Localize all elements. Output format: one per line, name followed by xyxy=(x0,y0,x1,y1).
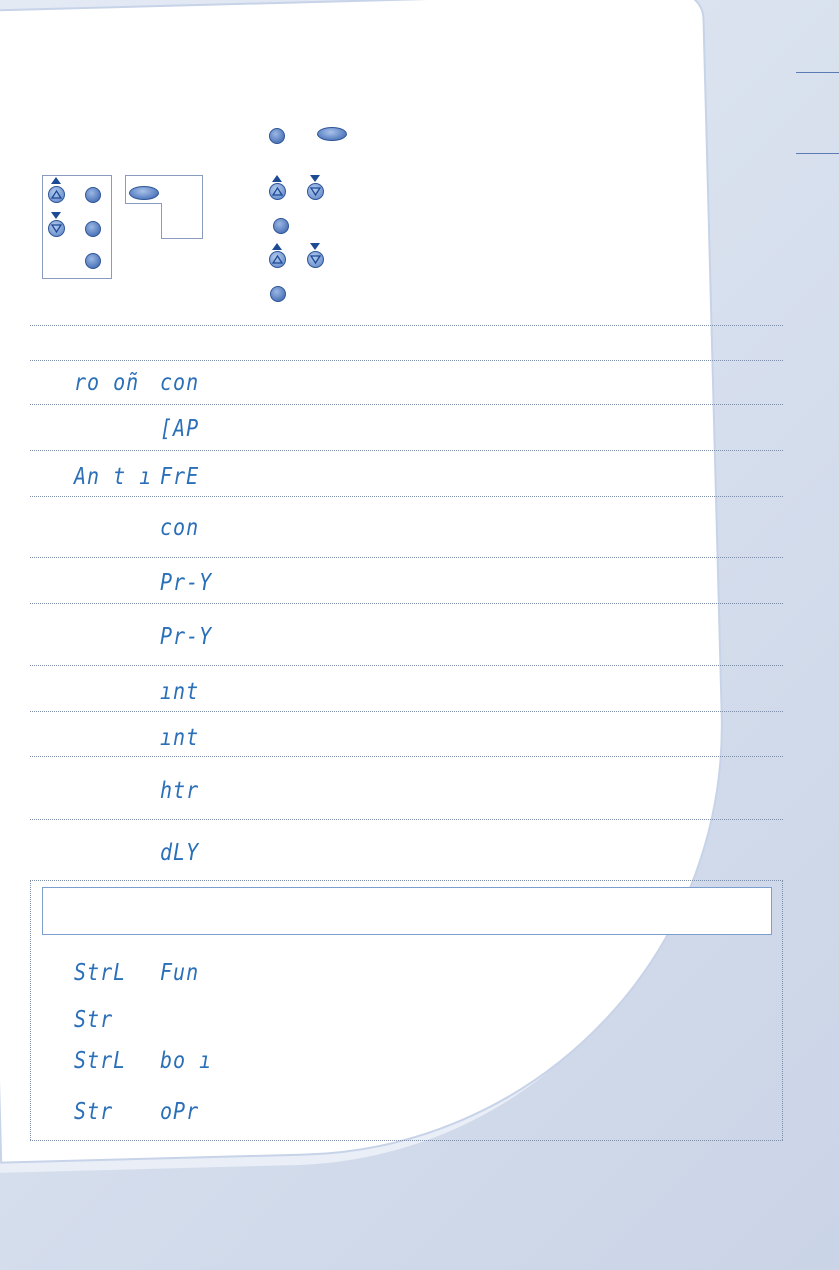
row-divider xyxy=(30,756,783,757)
section-header-banner xyxy=(42,887,772,935)
up-indicator-icon xyxy=(272,243,282,250)
display-code-left: StrL xyxy=(74,1046,127,1074)
row-divider xyxy=(30,450,783,451)
down-indicator-icon xyxy=(310,243,320,250)
oval-button-icon[interactable] xyxy=(129,186,159,200)
display-code-right: Pr-Y xyxy=(160,568,213,596)
row-divider xyxy=(30,880,783,881)
display-code-right: bo ı xyxy=(160,1046,213,1074)
down-arrow-button-icon[interactable] xyxy=(48,220,65,237)
side-tab-line-bottom xyxy=(796,153,839,154)
display-code-left: An t ı xyxy=(74,462,153,490)
up-indicator-icon xyxy=(272,175,282,182)
section-bottom-border xyxy=(30,1140,783,1141)
display-code-right: con xyxy=(160,513,200,541)
display-code-left: Str xyxy=(74,1097,114,1125)
oval-button-icon[interactable] xyxy=(317,127,347,141)
display-code-left: ro oñ xyxy=(74,368,140,396)
row-divider xyxy=(30,603,783,604)
display-code-left: StrL xyxy=(74,958,127,986)
display-code-right: FrE xyxy=(160,462,200,490)
row-divider xyxy=(30,496,783,497)
row-divider xyxy=(30,404,783,405)
oval-button-box-edge xyxy=(125,203,161,204)
display-code-right: ınt xyxy=(160,723,200,751)
row-divider xyxy=(30,819,783,820)
round-button-icon[interactable] xyxy=(85,253,101,269)
round-button-icon[interactable] xyxy=(270,286,286,302)
down-indicator-icon xyxy=(51,212,61,219)
row-divider xyxy=(30,665,783,666)
display-code-right: oPr xyxy=(160,1097,200,1125)
oval-button-box-bottom xyxy=(161,203,203,239)
section-left-border xyxy=(30,880,31,1140)
display-code-right: Pr-Y xyxy=(160,622,213,650)
round-button-icon[interactable] xyxy=(85,221,101,237)
round-button-icon[interactable] xyxy=(85,187,101,203)
up-arrow-button-icon[interactable] xyxy=(269,183,286,200)
down-arrow-button-icon[interactable] xyxy=(307,251,324,268)
side-tab-line-top xyxy=(796,72,839,73)
up-indicator-icon xyxy=(51,177,61,184)
up-arrow-button-icon[interactable] xyxy=(269,251,286,268)
row-divider xyxy=(30,557,783,558)
display-code-right: ınt xyxy=(160,677,200,705)
display-code-right: dLY xyxy=(160,838,200,866)
row-divider xyxy=(30,360,783,361)
up-arrow-button-icon[interactable] xyxy=(48,186,65,203)
section-right-border xyxy=(782,880,783,1140)
round-button-icon[interactable] xyxy=(269,128,285,144)
display-code-right: con xyxy=(160,368,200,396)
display-code-left: Str xyxy=(74,1005,114,1033)
display-code-right: [AP xyxy=(160,414,200,442)
down-indicator-icon xyxy=(310,175,320,182)
round-button-icon[interactable] xyxy=(273,218,289,234)
display-code-right: Fun xyxy=(160,958,200,986)
row-divider xyxy=(30,711,783,712)
down-arrow-button-icon[interactable] xyxy=(307,183,324,200)
display-code-right: htr xyxy=(160,776,200,804)
row-divider xyxy=(30,325,783,326)
